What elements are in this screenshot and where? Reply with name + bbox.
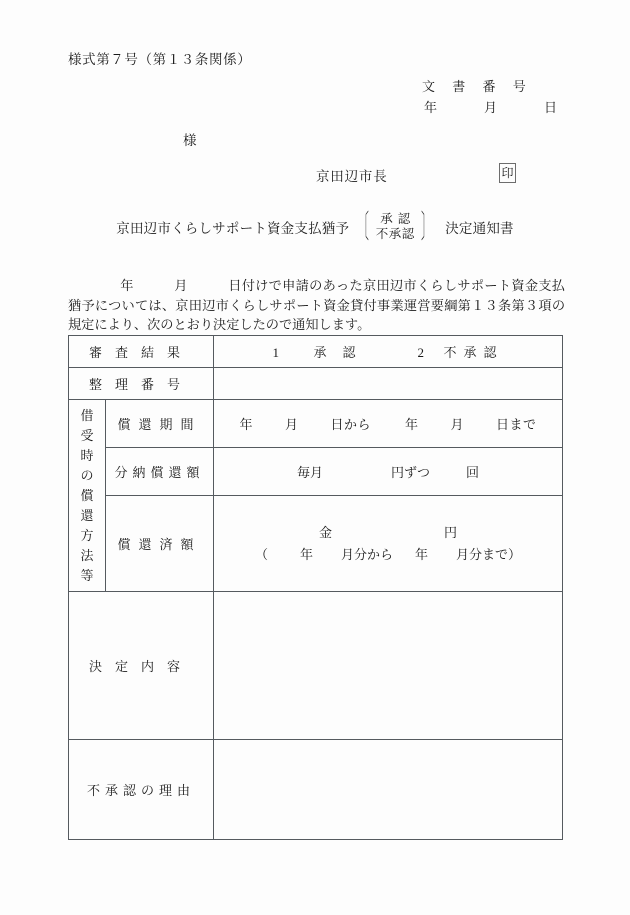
option-1-number: 1 bbox=[272, 345, 280, 360]
seal-stamp-box: 印 bbox=[499, 163, 516, 183]
body-line-2: 猶予については、京田辺市くらしサポート資金貸付事業運営要綱第１３条第３ bbox=[68, 297, 539, 313]
option-2-number: 2 bbox=[417, 345, 425, 360]
document-title bbox=[0, 208, 630, 246]
review-result-label: 審査結果 bbox=[69, 336, 214, 368]
period-start-year: 年 bbox=[239, 417, 253, 432]
approval-options bbox=[373, 212, 417, 242]
repaid-kin-label: 金 bbox=[319, 524, 333, 540]
vertical-char-8: 法 bbox=[80, 547, 94, 563]
reference-number-label: 整理番号 bbox=[69, 368, 214, 400]
table-row bbox=[69, 336, 563, 368]
addressee-suffix: 様 bbox=[183, 133, 197, 148]
denial-reason-value[interactable] bbox=[214, 740, 563, 840]
approval-option-brace bbox=[354, 208, 436, 246]
table-row bbox=[69, 448, 563, 496]
installment-monthly: 毎月 bbox=[296, 465, 323, 480]
repayment-method-vertical-label bbox=[69, 400, 106, 592]
installment-amount-value[interactable] bbox=[214, 448, 563, 496]
decision-content-value[interactable] bbox=[214, 592, 563, 740]
table-row bbox=[69, 400, 563, 448]
document-number-block bbox=[422, 76, 564, 116]
period-end-day: 日まで bbox=[496, 417, 537, 432]
approval-option-denied: 不承認 bbox=[375, 226, 415, 241]
decision-table bbox=[68, 335, 563, 840]
title-tail-text: 決定通知書 bbox=[445, 220, 514, 236]
body-line-1: 年 月 日付けで申請のあった京田辺市くらしサポート資金支払 bbox=[120, 278, 565, 293]
review-result-options bbox=[214, 336, 563, 368]
repaid-end-year: 年 bbox=[415, 546, 429, 562]
period-start-month: 月 bbox=[284, 417, 299, 432]
table-row bbox=[69, 740, 563, 840]
brace-left-icon: 〔 bbox=[358, 208, 370, 246]
review-result-choice-line bbox=[273, 345, 504, 360]
vertical-char-3: 時 bbox=[80, 447, 94, 463]
repaid-amount-line-2 bbox=[214, 544, 562, 566]
option-1-label: 承認 bbox=[313, 345, 372, 360]
period-start-day: 日から bbox=[330, 417, 372, 432]
vertical-char-1: 借 bbox=[80, 407, 94, 423]
repaid-amount-line-1 bbox=[214, 522, 562, 544]
period-end-year: 年 bbox=[405, 417, 419, 432]
repaid-yen-label: 円 bbox=[444, 524, 458, 540]
decision-content-label: 決定内容 bbox=[69, 592, 214, 740]
title-main-text: 京田辺市くらしサポート資金支払猶予 bbox=[116, 220, 350, 236]
approval-option-approved: 承認 bbox=[380, 212, 416, 226]
installment-amount-label: 分納償還額 bbox=[106, 448, 214, 496]
repayment-period-label: 償還期間 bbox=[106, 400, 214, 448]
repaid-amount-value[interactable] bbox=[214, 496, 563, 592]
installment-times: 回 bbox=[466, 465, 480, 480]
repaid-start-month: 月分から bbox=[341, 546, 394, 562]
option-2-label: 不承認 bbox=[443, 345, 504, 360]
document-date-label: 年 月 日 bbox=[423, 100, 564, 115]
repayment-period-line bbox=[239, 417, 536, 432]
period-end-month: 月 bbox=[450, 417, 465, 432]
repaid-paren-open: （ bbox=[254, 546, 268, 562]
body-paragraph bbox=[68, 276, 565, 335]
brace-right-icon: 〕 bbox=[421, 208, 433, 246]
reference-number-value[interactable] bbox=[214, 368, 563, 400]
installment-line bbox=[297, 465, 479, 480]
table-row bbox=[69, 496, 563, 592]
vertical-char-2: 受 bbox=[80, 427, 94, 443]
document-number-label: 文 書 番 号 bbox=[421, 79, 533, 94]
installment-yen: 円ずつ bbox=[391, 465, 431, 480]
vertical-char-9: 等 bbox=[80, 567, 94, 583]
issuer-name: 京田辺市長 bbox=[316, 169, 388, 184]
vertical-char-5: 償 bbox=[80, 487, 94, 503]
repayment-period-value[interactable] bbox=[214, 400, 563, 448]
repaid-start-year: 年 bbox=[299, 546, 313, 562]
table-row bbox=[69, 592, 563, 740]
vertical-char-4: の bbox=[80, 467, 94, 483]
body-line-3: 項の規定により、次のとおり決定したので通知します。 bbox=[68, 297, 566, 332]
vertical-char-6: 還 bbox=[80, 507, 94, 523]
form-number: 様式第７号（第１３条関係） bbox=[68, 52, 252, 67]
table-row bbox=[69, 368, 563, 400]
denial-reason-label: 不承認の理由 bbox=[69, 740, 214, 840]
repaid-end-month: 月分まで） bbox=[456, 546, 522, 562]
vertical-char-7: 方 bbox=[80, 527, 94, 543]
repaid-amount-label: 償還済額 bbox=[106, 496, 214, 592]
repaid-amount-lines bbox=[214, 522, 562, 566]
